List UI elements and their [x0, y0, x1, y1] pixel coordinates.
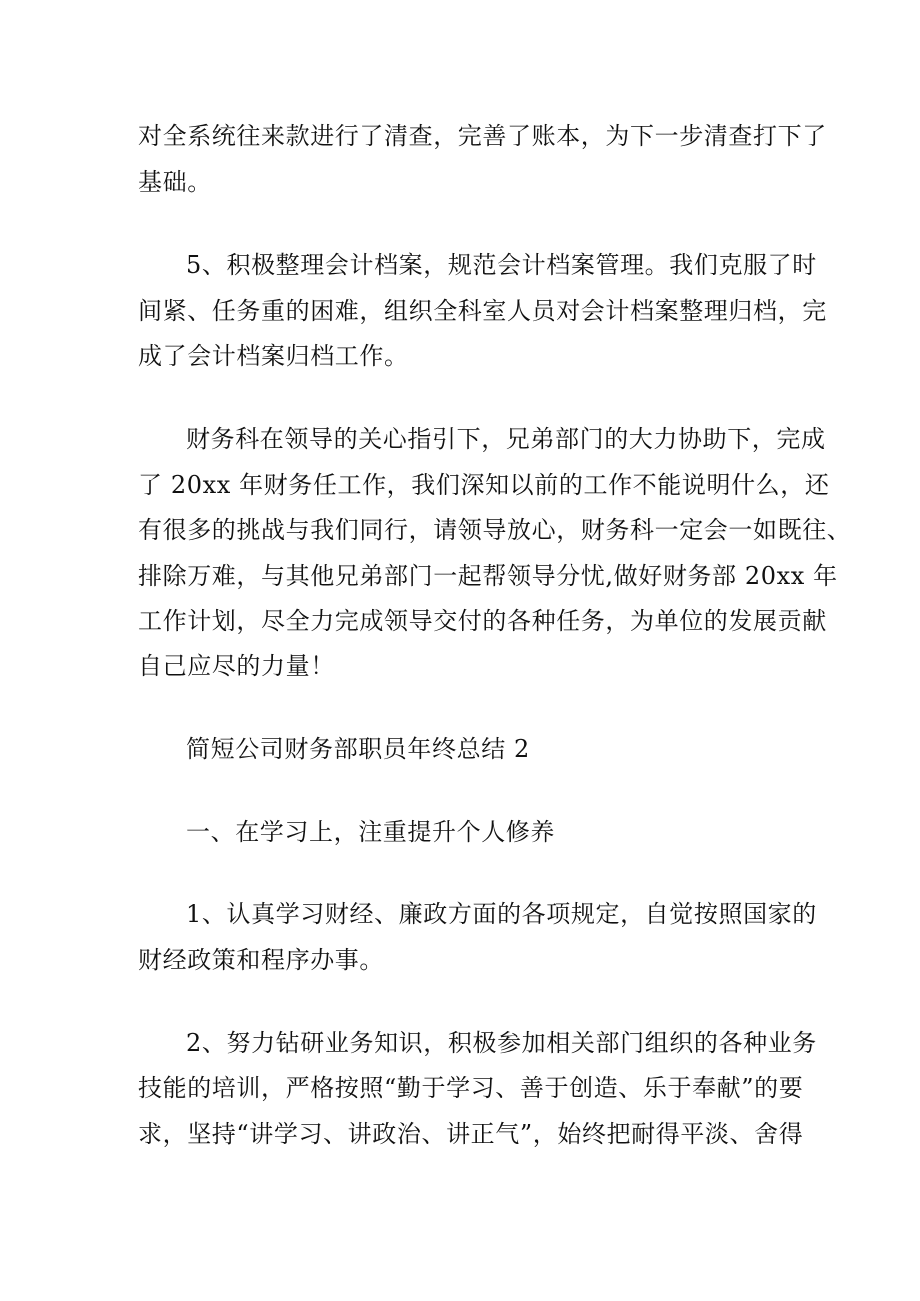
paragraph-line: 求，坚持“讲学习、讲政治、讲正气”，始终把耐得平淡、舍得 — [138, 1120, 804, 1148]
paragraph-line: 财务科在领导的关心指引下，兄弟部门的大力协助下，完成 — [186, 425, 826, 453]
paragraph-line: 财经政策和程序办事。 — [138, 946, 384, 974]
paragraph-line: 间紧、任务重的困难，组织全科室人员对会计档案整理归档，完 — [138, 297, 827, 325]
paragraph-line: 了 20xx 年财务任工作，我们深知以前的工作不能说明什么，还 — [138, 471, 830, 499]
paragraph-line: 2、努力钻研业务知识，积极参加相关部门组织的各种业务 — [186, 1029, 817, 1057]
section-title: 简短公司财务部职员年终总结 2 — [186, 735, 530, 763]
paragraph-line: 1、认真学习财经、廉政方面的各项规定，自觉按照国家的 — [186, 900, 817, 928]
paragraph-line: 对全系统往来款进行了清查，完善了账本，为下一步清查打下了 — [138, 122, 827, 150]
paragraph-line: 技能的培训，严格按照“勤于学习、善于创造、乐于奉献”的要 — [138, 1074, 804, 1102]
paragraph-line: 自己应尽的力量！ — [138, 652, 335, 680]
paragraph-line: 有很多的挑战与我们同行，请领导放心，财务科一定会一如既往、 — [138, 516, 852, 544]
paragraph-line: 排除万难，与其他兄弟部门一起帮领导分忧,做好财务部 20xx 年 — [138, 562, 838, 590]
paragraph-line: 工作计划，尽全力完成领导交付的各种任务，为单位的发展贡献 — [138, 607, 827, 635]
paragraph-line: 成了会计档案归档工作。 — [138, 342, 409, 370]
section-heading: 一、在学习上，注重提升个人修养 — [186, 818, 555, 846]
paragraph-line: 5、积极整理会计档案，规范会计档案管理。我们克服了时 — [186, 251, 817, 279]
paragraph-line: 基础。 — [138, 168, 212, 196]
